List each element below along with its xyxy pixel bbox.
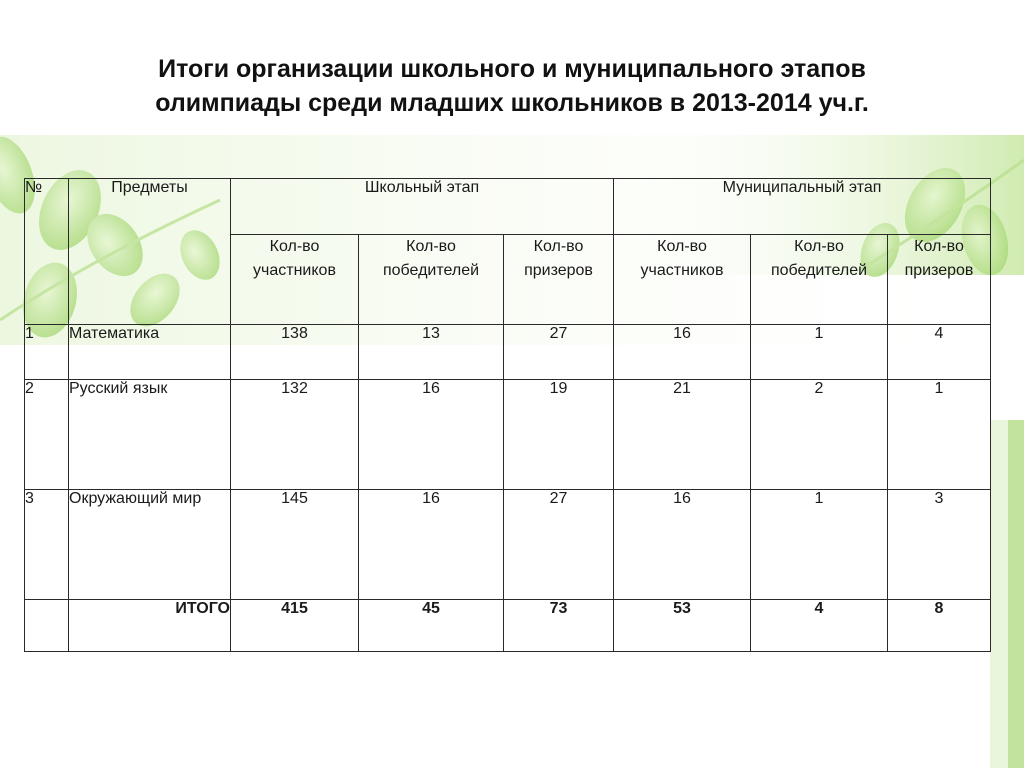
header-municipal-participants: Кол-во участников [614, 235, 751, 325]
total-value: 45 [359, 600, 504, 652]
header-number: № [25, 179, 69, 325]
cell-value: 1 [888, 380, 991, 490]
header-row-1 [25, 179, 991, 235]
total-value: 415 [231, 600, 359, 652]
header-school-prizewinners: Кол-во призеров [504, 235, 614, 325]
header-school-participants: Кол-во участников [231, 235, 359, 325]
cell-value: 27 [504, 325, 614, 380]
cell-value: 13 [359, 325, 504, 380]
cell-value: 132 [231, 380, 359, 490]
header-municipal-stage: Муниципальный этап [614, 179, 991, 235]
cell-value: 4 [888, 325, 991, 380]
cell-value: 16 [614, 325, 751, 380]
header-subjects: Предметы [69, 179, 231, 325]
row-subject: Русский язык [69, 380, 231, 490]
table-row [25, 325, 991, 380]
table-row [25, 380, 991, 490]
cell-value: 27 [504, 490, 614, 600]
cell-value: 1 [751, 490, 888, 600]
title-line-2: олимпиады среди младших школьников в 2013-2014 уч.г. [155, 89, 869, 117]
cell-value: 21 [614, 380, 751, 490]
cell-value: 138 [231, 325, 359, 380]
row-subject: Окружающий мир [69, 490, 231, 600]
total-value: 73 [504, 600, 614, 652]
cell-value: 16 [359, 380, 504, 490]
total-row [25, 600, 991, 652]
cell-value: 16 [614, 490, 751, 600]
header-school-winners: Кол-во победителей [359, 235, 504, 325]
table-row [25, 490, 991, 600]
title-line-1: Итоги организации школьного и муниципального этапов [158, 55, 866, 83]
total-value: 8 [888, 600, 991, 652]
results-table [24, 178, 991, 652]
cell-value: 1 [751, 325, 888, 380]
page-title [0, 52, 1024, 120]
row-subject: Математика [69, 325, 231, 380]
row-number: 3 [25, 490, 69, 600]
header-school-stage: Школьный этап [231, 179, 614, 235]
row-number: 2 [25, 380, 69, 490]
cell-value: 145 [231, 490, 359, 600]
cell-value: 2 [751, 380, 888, 490]
cell-value: 19 [504, 380, 614, 490]
total-label: ИТОГО [69, 600, 231, 652]
total-number-cell [25, 600, 69, 652]
header-municipal-prizewinners: Кол-во призеров [888, 235, 991, 325]
total-value: 4 [751, 600, 888, 652]
header-municipal-winners: Кол-во победителей [751, 235, 888, 325]
cell-value: 3 [888, 490, 991, 600]
cell-value: 16 [359, 490, 504, 600]
row-number: 1 [25, 325, 69, 380]
total-value: 53 [614, 600, 751, 652]
right-edge-green-strip [990, 420, 1024, 768]
